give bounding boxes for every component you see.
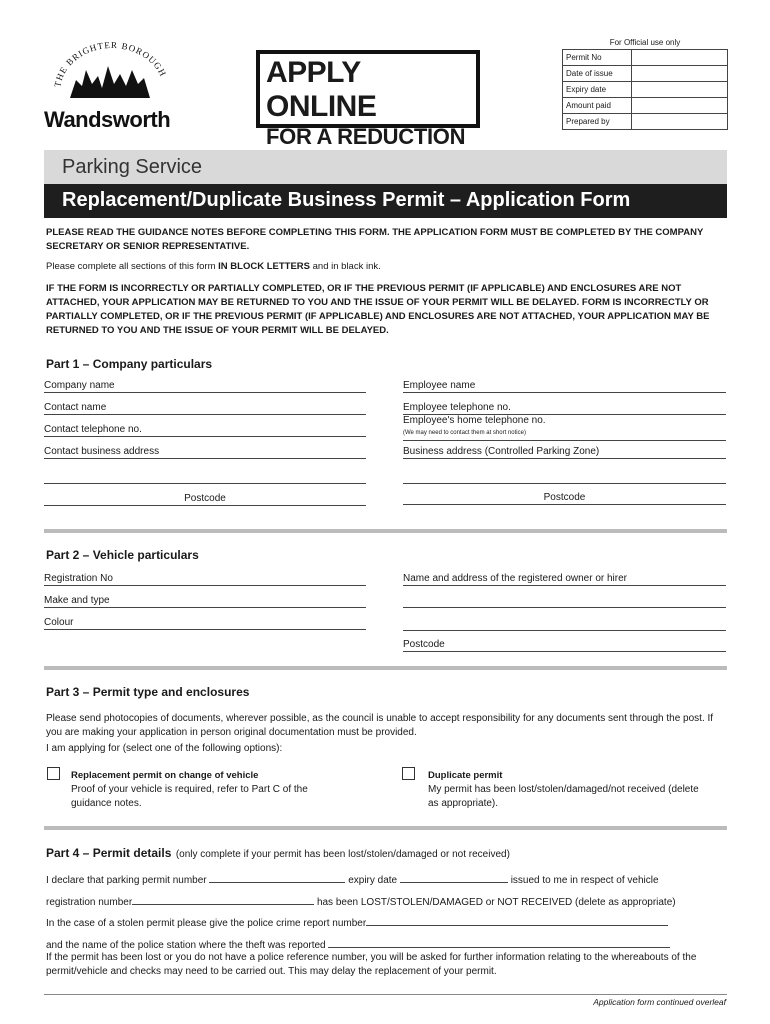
footer-note: Application form continued overleaf bbox=[593, 997, 726, 1007]
form-title-band bbox=[44, 184, 727, 218]
crime-report-line: In the case of a stolen permit please give the police crime report number bbox=[46, 915, 728, 931]
duplicate-checkbox[interactable] bbox=[402, 767, 415, 780]
service-title: Parking Service bbox=[62, 156, 203, 178]
part4-subtitle: (only complete if your permit has been lost/stolen/damaged or not received) bbox=[175, 849, 510, 860]
employee-name-field[interactable]: Employee name bbox=[403, 380, 726, 393]
contact-tel-field[interactable]: Contact telephone no. bbox=[44, 424, 366, 437]
colour-field[interactable]: Colour bbox=[44, 617, 366, 630]
apply-online-banner bbox=[256, 50, 480, 149]
section-divider bbox=[44, 826, 727, 830]
postcode-left-field[interactable]: Postcode bbox=[44, 493, 366, 506]
registration-blank[interactable] bbox=[132, 894, 314, 905]
guidance-notice: PLEASE READ THE GUIDANCE NOTES BEFORE COMPLETING THIS FORM. THE APPLICATION FORM MUST BE COMPLETED BY THE COMPANY SECRETARY OR SENIOR REPRESENTATIVE. bbox=[46, 227, 704, 252]
employee-home-tel-field[interactable]: Employee's home telephone no. (We may need to contact them at short notice) bbox=[403, 415, 726, 441]
owner-field[interactable]: Name and address of the registered owner or hirer bbox=[403, 573, 726, 586]
expiry-date-blank[interactable] bbox=[400, 872, 508, 883]
company-name-field[interactable]: Company name bbox=[44, 380, 366, 393]
lost-permit-note: If the permit has been lost or you do not have a police reference number, you will be asked for further information relating to the whereabouts of the permit/vehicle and checks may need to be carried out. This may delay the replacement of your permit. bbox=[46, 952, 697, 977]
permit-number-blank[interactable] bbox=[209, 872, 345, 883]
logo-emblem bbox=[42, 40, 182, 100]
employee-tel-field[interactable]: Employee telephone no. bbox=[403, 402, 726, 415]
warning-notice: IF THE FORM IS INCORRECTLY OR PARTIALLY COMPLETED, OR IF THE PREVIOUS PERMIT (IF APPLICABLE) AND ENCLOSURES ARE NOT ATTACHED, YOUR APPLICATION MAY BE RETURNED TO YOU AND THE ISSUE OF YOUR PERMIT WILL BE DELAYED. FORM IS INCORRECTLY OR PARTIALLY COMPLETED, OR IF THE PREVIOUS PERMIT (IF APPLICABLE) AND ENCLOSURES ARE NOT ATTACHED, YOUR APPLICATION MAY BE RETURNED TO YOU AND THE ISSUE OF YOUR PERMIT WILL BE DELAYED. bbox=[46, 283, 710, 336]
contact-address-field[interactable]: Contact business address bbox=[44, 446, 366, 459]
declaration-line2: registration number has been LOST/STOLEN/DAMAGED or NOT RECEIVED (delete as appropriate) bbox=[46, 894, 728, 910]
replacement-option-title: Replacement permit on change of vehicle bbox=[71, 770, 259, 781]
part4-title: Part 4 – Permit details bbox=[46, 846, 172, 860]
declaration-line1: I declare that parking permit number expiry date issued to me in respect of vehicle bbox=[46, 872, 728, 888]
official-table bbox=[562, 49, 728, 130]
section-divider bbox=[44, 529, 727, 533]
replacement-option bbox=[71, 769, 341, 811]
footer-rule bbox=[44, 994, 727, 995]
logo-arc-text: THE BRIGHTER BOROUGH bbox=[52, 40, 169, 88]
official-row: Expiry date bbox=[563, 82, 728, 98]
section-divider bbox=[44, 666, 727, 670]
police-station-line: and the name of the police station where the theft was reported bbox=[46, 937, 728, 953]
form-title: Replacement/Duplicate Business Permit – Application Form bbox=[62, 189, 631, 211]
logo-name: Wandsworth bbox=[44, 107, 171, 132]
duplicate-option-desc: My permit has been lost/stolen/damaged/not received (delete as appropriate). bbox=[428, 784, 699, 809]
part3-para2: I am applying for (select one of the following options): bbox=[46, 743, 283, 754]
registration-field[interactable]: Registration No bbox=[44, 573, 366, 586]
part4-heading bbox=[46, 844, 726, 862]
replacement-option-desc: Proof of your vehicle is required, refer to Part C of the guidance notes. bbox=[71, 784, 308, 809]
make-type-field[interactable]: Make and type bbox=[44, 595, 366, 608]
block-letters-note: Please complete all sections of this form IN BLOCK LETTERS and in black ink. bbox=[46, 261, 381, 272]
contact-address-line2[interactable] bbox=[44, 482, 366, 484]
part3-para1: Please send photocopies of documents, wherever possible, as the council is unable to accept responsibility for any documents sent through the post. If you are making your application in person original documentation must be provided. bbox=[46, 713, 714, 738]
contact-name-field[interactable]: Contact name bbox=[44, 402, 366, 415]
service-band bbox=[44, 150, 727, 184]
official-use-box bbox=[562, 38, 728, 130]
business-address-field[interactable]: Business address (Controlled Parking Zone) bbox=[403, 446, 726, 459]
business-address-line2[interactable] bbox=[403, 482, 726, 484]
council-logo bbox=[42, 40, 182, 130]
replacement-checkbox[interactable] bbox=[47, 767, 60, 780]
postcode-right-field[interactable]: Postcode bbox=[403, 492, 726, 505]
part1-title: Part 1 – Company particulars bbox=[46, 357, 213, 371]
official-row: Date of issue bbox=[563, 66, 728, 82]
duplicate-option-title: Duplicate permit bbox=[428, 770, 503, 781]
owner-line2[interactable] bbox=[403, 606, 726, 608]
duplicate-option bbox=[428, 769, 708, 811]
official-row: Amount paid bbox=[563, 98, 728, 114]
police-station-blank[interactable] bbox=[328, 937, 670, 948]
part3-title: Part 3 – Permit type and enclosures bbox=[46, 685, 250, 699]
part2-title: Part 2 – Vehicle particulars bbox=[46, 548, 199, 562]
official-row: Permit No bbox=[563, 50, 728, 66]
owner-line3[interactable] bbox=[403, 629, 726, 631]
banner-line1: APPLY ONLINE bbox=[266, 56, 377, 123]
owner-postcode-field[interactable]: Postcode bbox=[403, 639, 726, 652]
crime-report-blank[interactable] bbox=[366, 915, 668, 926]
employee-home-note: (We may need to contact them at short notice) bbox=[403, 430, 526, 436]
official-title: For Official use only bbox=[609, 38, 681, 47]
official-row: Prepared by bbox=[563, 114, 728, 130]
banner-line2: FOR A REDUCTION bbox=[266, 124, 466, 149]
